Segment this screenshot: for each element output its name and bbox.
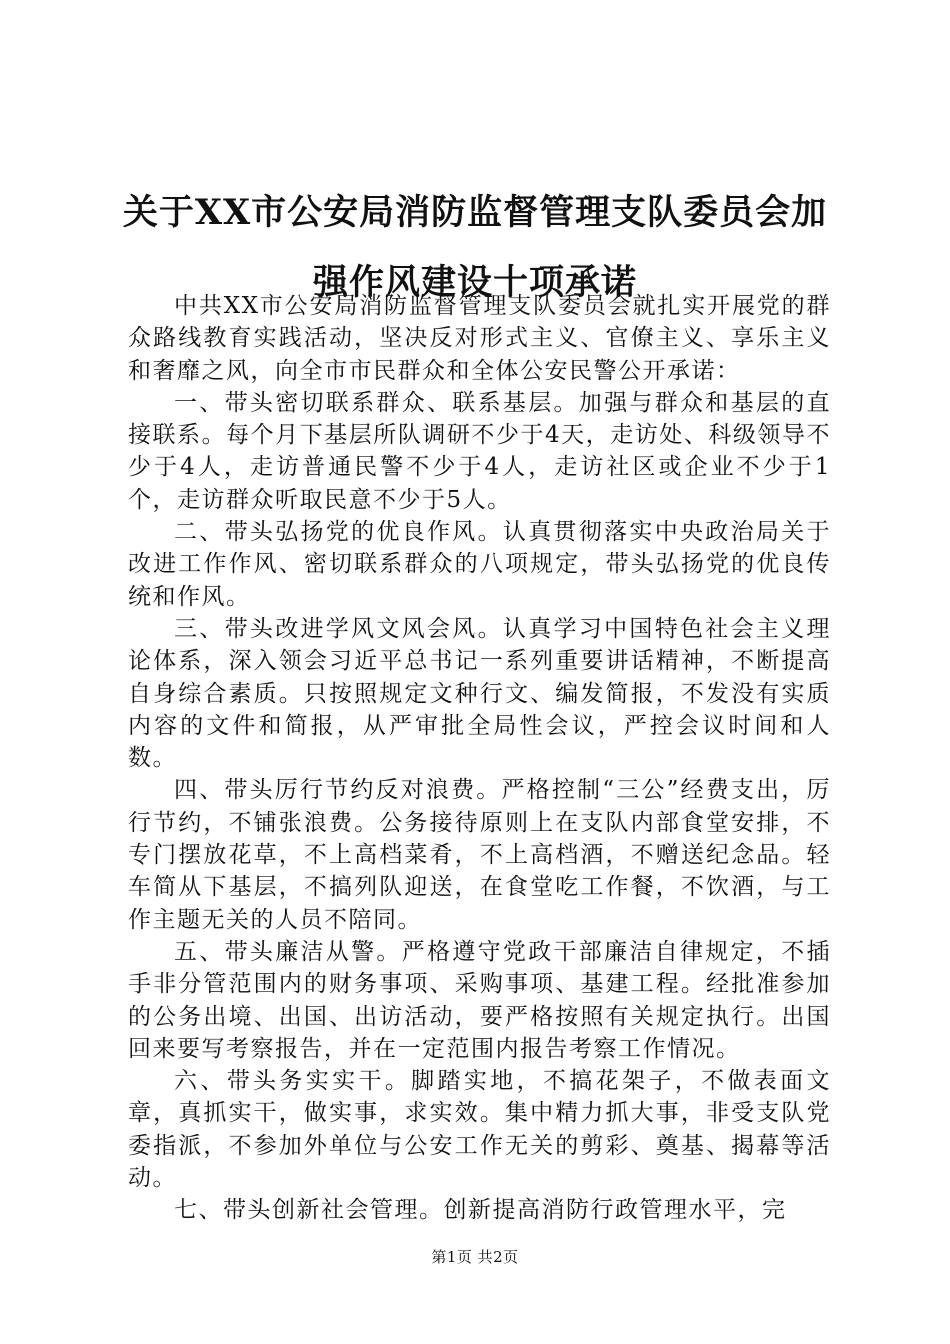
- page-footer: 第1页 共2页: [431, 1248, 519, 1266]
- paragraph-commitment-1: 一、带头密切联系群众、联系基层。加强与群众和基层的直接联系。每个月下基层所队调研不少于4天，走访处、科级领导不少于4人，走访普通民警不少于4人，走访社区或企业不少于1个，走访群众听取民意不少于5人。: [128, 389, 831, 513]
- paragraph-commitment-2: 二、带头弘扬党的优良作风。认真贯彻落实中央政治局关于改进工作作风、密切联系群众的八项规定，带头弘扬党的优良传统和作风。: [128, 519, 831, 610]
- paragraph-commitment-3: 三、带头改进学风文风会风。认真学习中国特色社会主义理论体系，深入领会习近平总书记一系列重要讲话精神，不断提高自身综合素质。只按照规定文种行文、编发简报，不发没有实质内容的文件和简报，从严审批全局性会议，严控会议时间和人数。: [128, 615, 831, 772]
- paragraph-commitment-7: 七、带头创新社会管理。创新提高消防行政管理水平，完: [174, 1197, 787, 1224]
- document-body: [128, 290, 831, 1227]
- paragraph-commitment-6: 六、带头务实实干。脚踏实地，不搞花架子，不做表面文章，真抓实干，做实事，求实效。集中精力抓大事，非受支队党委指派，不参加外单位与公安工作无关的剪彩、奠基、揭幕等活动。: [128, 1068, 831, 1192]
- paragraph-commitment-5: 五、带头廉洁从警。严格遵守党政干部廉洁自律规定，不插手非分管范围内的财务事项、采购事项、基建工程。经批准参加的公务出境、出国、出访活动，要严格按照有关规定执行。出国回来要写考察报告，并在一定范围内报告考察工作情况。: [128, 938, 831, 1062]
- paragraph-commitment-4: 四、带头厉行节约反对浪费。严格控制“三公”经费支出，厉行节约，不铺张浪费。公务接待原则上在支队内部食堂安排，不专门摆放花草，不上高档菜肴，不上高档酒，不赠送纪念品。轻车简从下基层，不搞列队迎送，在食堂吃工作餐，不饮酒，与工作主题无关的人员不陪同。: [128, 777, 831, 933]
- document-title: 关于XX市公安局消防监督管理支队委员会加强作风建设十项承诺: [122, 192, 828, 303]
- paragraph-intro: 中共XX市公安局消防监督管理支队委员会就扎实开展党的群众路线教育实践活动，坚决反对形式主义、官僚主义、享乐主义和奢靡之风，向全市市民群众和全体公安民警公开承诺：: [128, 293, 831, 384]
